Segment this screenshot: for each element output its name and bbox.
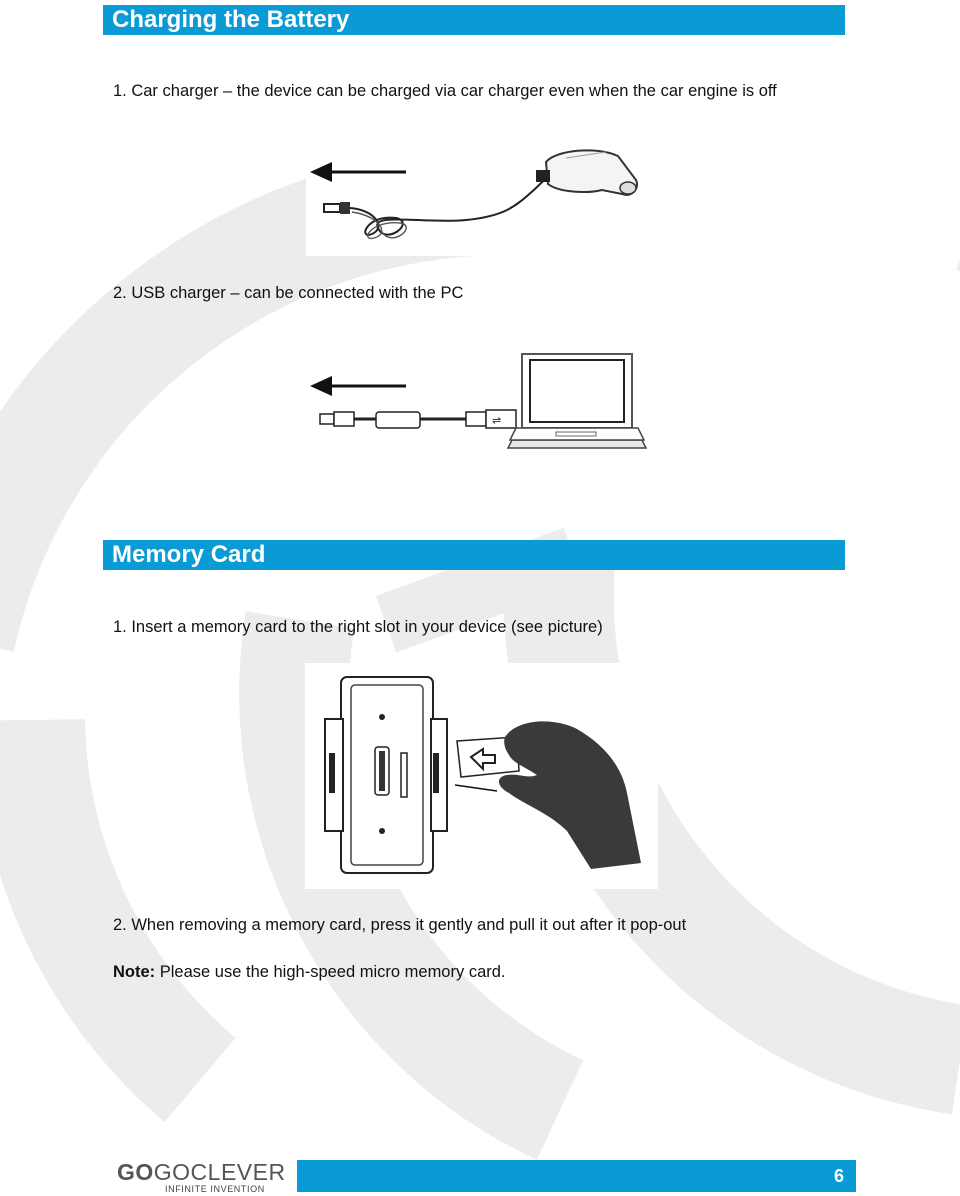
- goclever-logo: [117, 1160, 286, 1194]
- section-title-memory-card: Memory Card: [103, 540, 845, 570]
- insert-card-text: 1. Insert a memory card to the right slot in your device (see picture): [113, 618, 603, 636]
- svg-text:⇌: ⇌: [492, 414, 502, 427]
- footer-bar: [297, 1160, 856, 1192]
- usb-charger-figure: [306, 340, 654, 464]
- logo-tagline: INFINITE INVENTION: [165, 1184, 265, 1194]
- car-charger-text: 1. Car charger – the device can be charged via car charger even when the car engine is off: [113, 82, 777, 100]
- remove-card-text: 2. When removing a memory card, press it gently and pull it out after it pop-out: [113, 916, 687, 934]
- note-text: [113, 962, 506, 982]
- note-body: Please use the high-speed micro memory card.: [155, 963, 506, 981]
- section-title-charging: Charging the Battery: [103, 5, 845, 35]
- memory-card-figure: [305, 663, 658, 889]
- usb-charger-text: 2. USB charger – can be connected with the PC: [113, 284, 464, 302]
- car-charger-figure: [306, 128, 656, 256]
- page-number: 6: [833, 1166, 844, 1186]
- logo-brand: GOCLEVER: [153, 1159, 286, 1185]
- logo-go-mark: GO: [117, 1159, 154, 1185]
- note-label: Note:: [113, 963, 156, 981]
